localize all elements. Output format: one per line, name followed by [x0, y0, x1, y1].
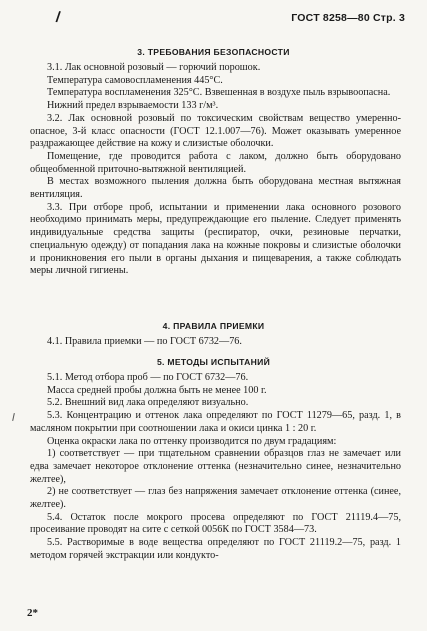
paragraph: 1) соответствует — при тщательном сравнении образцов глаз не замечает или едва замечает некоторое отклонение оттенка (незначительно синее, незначительно желтее),: [30, 448, 401, 485]
signature-mark: 2*: [27, 607, 38, 619]
paragraph: 3.3. При отборе проб, испытании и применении лака основного розового необходимо принимать меры, предупреждающие его пыление. Следует применять индивидуальные средства защиты (респиратор, очки, резиновые перчатки, специальную одежду) от попадания лака на кожные покровы и слизистые оболочки и проникновения его пыли в органы дыхания и пищеварения, а также соблюдать меры личной гигиены.: [30, 201, 401, 277]
margin-mark: [12, 413, 15, 421]
paragraph: Температура самовоспламенения 445°С.: [47, 74, 223, 86]
paragraph: Помещение, где проводится работа с лаком, должно быть оборудовано общеобменной приточно-вытяжной вентиляцией.: [30, 150, 401, 175]
handwritten-mark: /: [54, 8, 62, 27]
paragraph: 2) не соответствует — глаз без напряжения замечает отклонение оттенка (синее, желтее).: [30, 486, 401, 511]
paragraph: В местах возможного пыления должна быть оборудована местная вытяжная вентиляция.: [30, 176, 401, 201]
paragraph: 5.2. Внешний вид лака определяют визуально.: [47, 397, 249, 409]
paragraph: 5.3. Концентрацию и оттенок лака определяют по ГОСТ 11279—65, разд. 1, в масляном покрытии при соотношении лака и окиси цинка 1 : 20 г.: [30, 410, 401, 434]
paragraph: Оценка окраски лака по оттенку производится по двум градациям:: [47, 435, 337, 447]
paragraph: Масса средней пробы должна быть не менее 100 г.: [47, 384, 267, 396]
section-3-body: [30, 62, 401, 278]
paragraph: 3.1. Лак основной розовый — горючий порошок.: [47, 62, 261, 73]
paragraph: Нижний предел взрываемости 133 г/м³.: [47, 100, 219, 112]
paragraph: 5.5. Растворимые в воде вещества определяют по ГОСТ 21119.2—75, разд. 1 методом горячей экстракции или кондукто-: [30, 537, 401, 561]
section-3-title: 3. ТРЕБОВАНИЯ БЕЗОПАСНОСТИ: [137, 47, 290, 57]
section-4-body: [30, 336, 401, 349]
section-5-title: 5. МЕТОДЫ ИСПЫТАНИЙ: [156, 357, 271, 367]
paragraph: 4.1. Правила приемки — по ГОСТ 6732—76.: [47, 336, 242, 347]
paragraph: 5.4. Остаток после мокрого просева определяют по ГОСТ 21119.4—75, просеивание проводят на сите с сеткой 0056К по ГОСТ 3584—73.: [30, 511, 401, 536]
section-4-title: 4. ПРАВИЛА ПРИЕМКИ: [162, 321, 265, 331]
paragraph: Температура воспламенения 325°С. Взвешенная в воздухе пыль взрывоопасна.: [47, 87, 391, 99]
section-5-body: [30, 372, 401, 563]
page-header: ГОСТ 8258—80 Стр. 3: [291, 12, 405, 24]
paragraph: 3.2. Лак основной розовый по токсическим свойствам вещество умеренно-опасное, 3-й класс опасности (ГОСТ 12.1.007—76). Может оказывать умеренное раздражающее действие на кожу и слизистые оболочки.: [30, 112, 401, 150]
paragraph: 5.1. Метод отбора проб — по ГОСТ 6732—76.: [47, 372, 249, 383]
